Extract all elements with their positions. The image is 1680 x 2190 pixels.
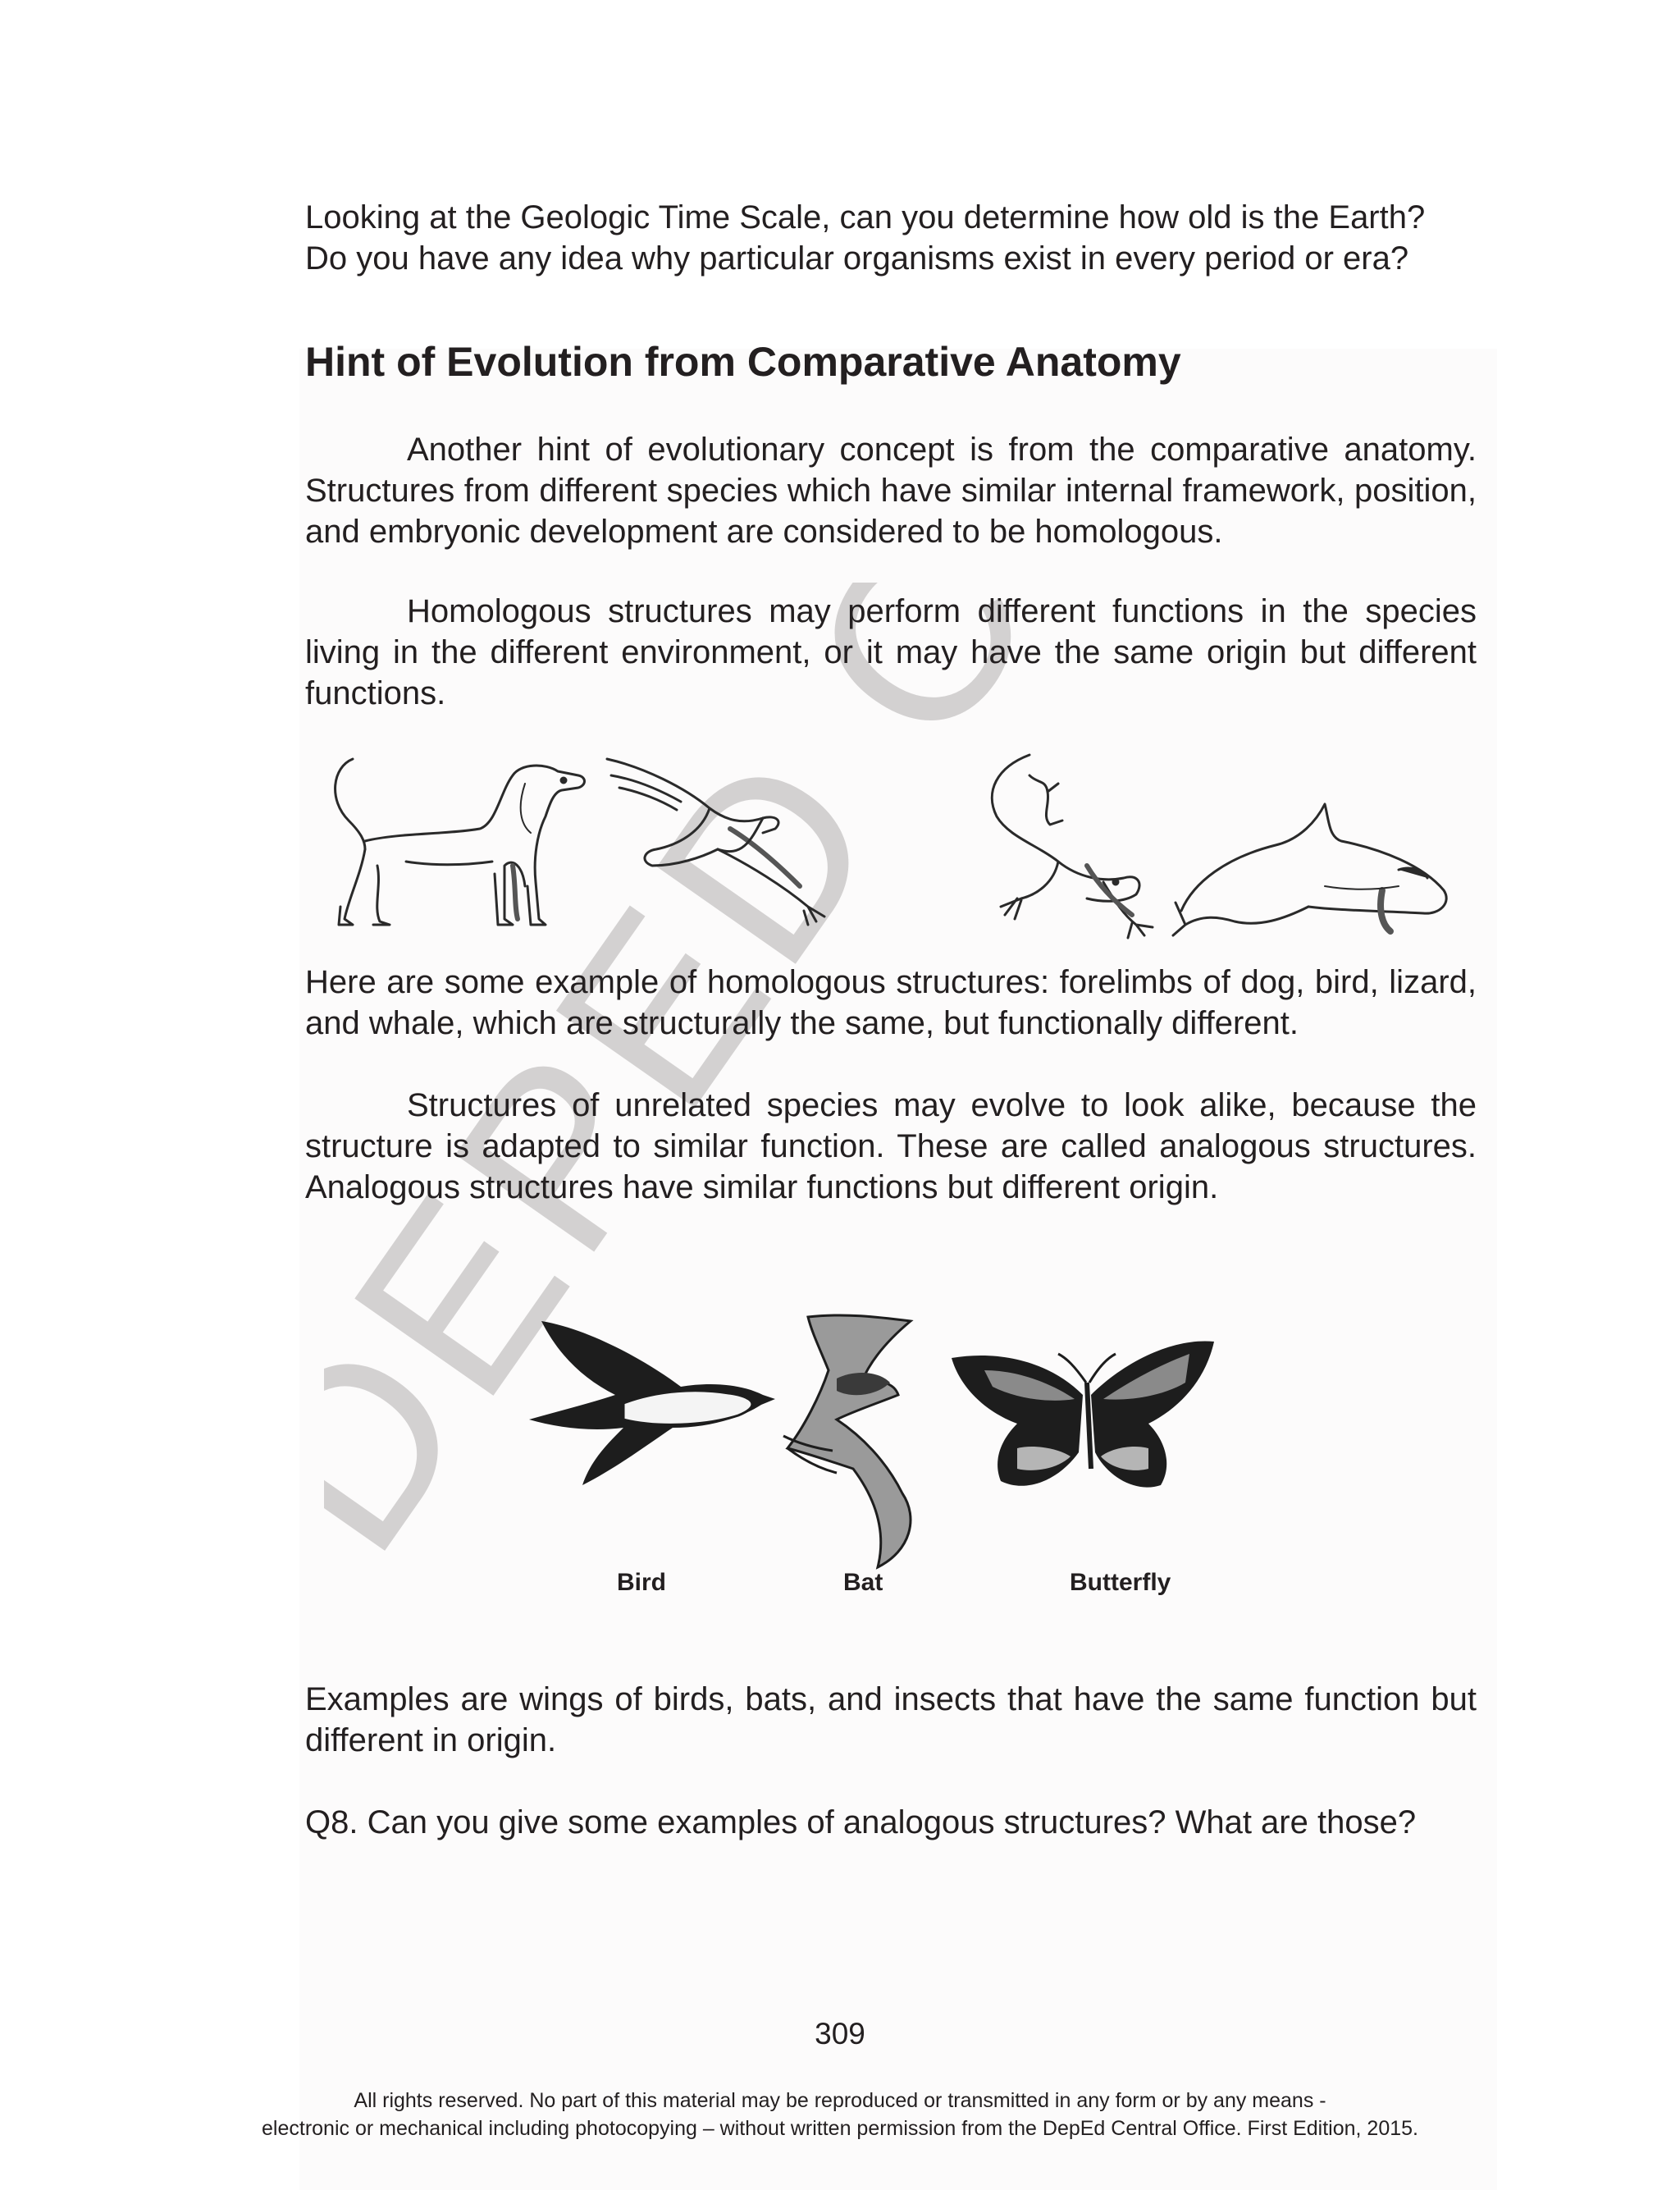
question-q8: Q8. Can you give some examples of analogous structures? What are those?: [305, 1804, 1417, 1840]
homologous-structures-figure: [316, 743, 1481, 940]
bird-illustration: [607, 759, 824, 925]
section-heading: Hint of Evolution from Comparative Anatomy: [305, 339, 1181, 385]
dog-illustration: [336, 759, 585, 925]
copyright-footer: [0, 2087, 1680, 2142]
footer-line-1: All rights reserved. No part of this material may be reproduced or transmitted in any form or by any means -: [354, 2089, 1326, 2112]
paragraph-homologous-functions: Homologous structures may perform different functions in the species living in the different environment, or it may have the same origin but different functions.: [305, 593, 1477, 711]
bat-wing-illustration: [783, 1315, 911, 1567]
paragraph-analogous-examples: Examples are wings of birds, bats, and insects that have the same function but different in origin.: [305, 1681, 1477, 1758]
intro-question-2: Do you have any idea why particular organisms exist in every period or era?: [305, 240, 1409, 277]
whale-illustration: [1173, 804, 1446, 935]
intro-question-1: Looking at the Geologic Time Scale, can you determine how old is the Earth?: [305, 199, 1426, 235]
label-bat: Bat: [843, 1569, 883, 1596]
page-number: 309: [815, 2017, 865, 2051]
paragraph-analogous-intro: Structures of unrelated species may evolve to look alike, because the structure is adapted to similar function. These are called analogous structures. Analogous structures have similar functions but different origin.: [305, 1087, 1477, 1205]
paragraph-homologous-examples: Here are some example of homologous structures: forelimbs of dog, bird, lizard, and whale, which are structurally the same, but functionally different.: [305, 964, 1477, 1041]
butterfly-wing-illustration: [952, 1341, 1214, 1487]
analogous-structures-figure: [492, 1305, 1280, 1608]
bird-wing-illustration: [529, 1321, 775, 1485]
footer-line-2: electronic or mechanical including photocopying – without written permission from the DepEd Central Office. First Edition, 2015.: [262, 2117, 1418, 2140]
lizard-illustration: [992, 755, 1153, 938]
label-bird: Bird: [617, 1569, 666, 1596]
label-butterfly: Butterfly: [1070, 1569, 1171, 1596]
paragraph-homologous-intro: Another hint of evolutionary concept is from the comparative anatomy. Structures from different species which have similar internal framework, position, and embryonic development are considered to be homologous.: [305, 432, 1477, 550]
